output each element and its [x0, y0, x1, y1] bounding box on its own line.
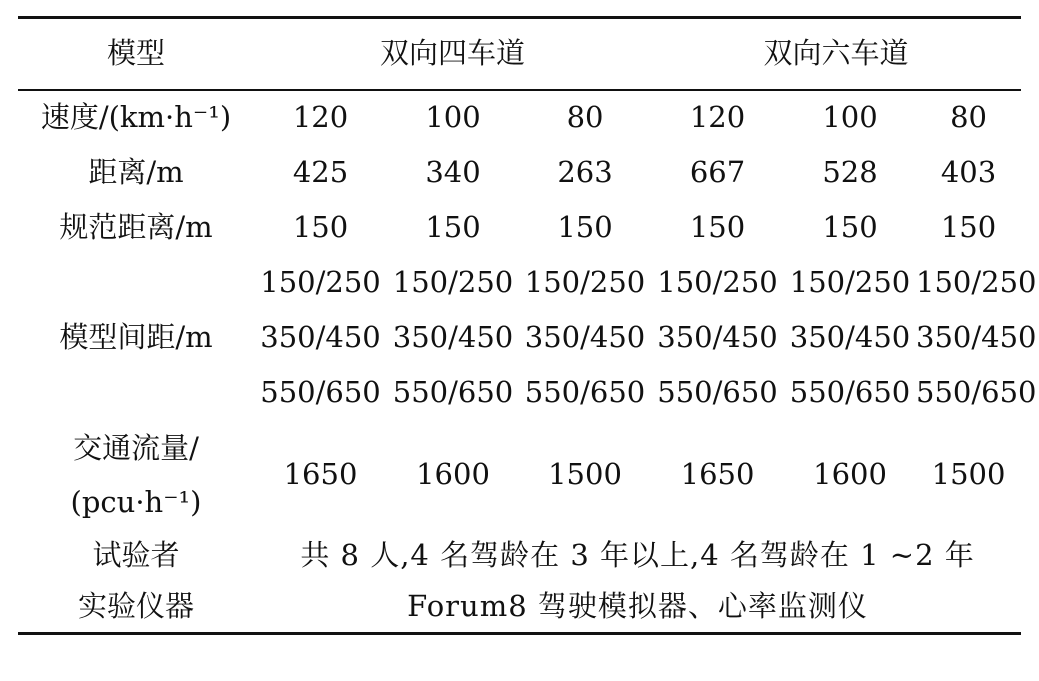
row-label-norm-distance: 规范距离/m: [59, 209, 213, 244]
table-cell-stack: [254, 255, 387, 420]
table-cell: 340: [425, 154, 481, 189]
table-cell: 80: [566, 100, 604, 134]
table-cell: 100: [822, 100, 878, 134]
header-four-lane: 双向四车道: [254, 18, 651, 90]
row-label-speed: 速度/(km·h⁻¹): [40, 100, 232, 134]
row-label-traffic: [18, 420, 254, 530]
spacing-line: 550/650: [260, 374, 381, 409]
table-cell: 150: [940, 209, 997, 244]
table-row-model-spacing: [18, 255, 1021, 420]
spacing-line: 550/650: [392, 374, 514, 409]
spacing-line: 150/250: [524, 264, 646, 299]
spacing-line: 350/450: [524, 319, 646, 354]
spacing-line: 350/450: [657, 319, 778, 354]
header-model: 模型: [18, 18, 254, 90]
spacing-line: 150/250: [657, 264, 778, 299]
table-cell: 150: [689, 209, 746, 244]
table-row-distance: [18, 145, 1021, 200]
table-cell: 150: [822, 209, 878, 244]
table-cell: 1500: [931, 457, 1006, 491]
row-label-subjects: 试验者: [92, 538, 180, 572]
table-cell: 100: [425, 100, 481, 134]
table-cell: 425: [292, 154, 349, 189]
data-table-container: [18, 16, 1037, 635]
table-cell-stack: [916, 255, 1037, 420]
table-cell: 1650: [283, 457, 358, 491]
table-cell: 403: [940, 154, 997, 189]
spacing-line: 350/450: [789, 319, 911, 354]
table-cell: 1600: [416, 457, 490, 491]
spacing-line: 150/250: [392, 264, 514, 299]
table-cell-stack: [387, 255, 519, 420]
table-cell: 263: [557, 154, 613, 189]
table-cell: 150: [425, 209, 481, 244]
table-cell: 120: [689, 100, 746, 134]
spacing-line: 150/250: [789, 264, 911, 299]
table-cell: 528: [822, 154, 878, 189]
experiment-parameter-table: [18, 16, 1037, 635]
table-cell: 150: [557, 209, 613, 244]
row-label-distance: 距离/m: [88, 154, 184, 189]
spacing-line: 350/450: [392, 319, 514, 354]
header-six-lane: 双向六车道: [651, 18, 1021, 90]
table-cell-stack: [519, 255, 651, 420]
row-label-instruments: 实验仪器: [18, 582, 254, 634]
table-cell: 1500: [548, 457, 622, 491]
spacing-line: 350/450: [260, 319, 381, 354]
spacing-line: 150/250: [260, 264, 381, 299]
table-cell: 150: [292, 209, 349, 244]
spacing-line: 550/650: [524, 374, 646, 409]
table-cell: 1600: [813, 457, 887, 491]
row-label-model-spacing: 模型间距/m: [59, 319, 213, 354]
header-row: [18, 18, 1021, 90]
row-label-traffic-line2: (pcu·h⁻¹): [70, 484, 202, 519]
subjects-description: 共 8 人,4 名驾龄在 3 年以上,4 名驾龄在 1 ~2 年: [300, 538, 975, 572]
spacing-line: 550/650: [916, 374, 1037, 409]
spacing-line: 150/250: [916, 264, 1037, 299]
row-label-traffic-line1: 交通流量/: [73, 430, 199, 465]
table-row-traffic: [18, 420, 1021, 530]
table-row-subjects: [18, 530, 1021, 582]
table-row-speed: [18, 90, 1021, 145]
table-cell: 1650: [680, 457, 755, 491]
spacing-line: 550/650: [657, 374, 778, 409]
table-cell: 120: [292, 100, 349, 134]
table-cell: 80: [950, 100, 987, 134]
table-row-norm-distance: [18, 200, 1021, 255]
table-row-instruments: [18, 582, 1021, 634]
instruments-description: Forum8 驾驶模拟器、心率监测仪: [254, 582, 1021, 634]
spacing-line: 550/650: [789, 374, 911, 409]
table-cell-stack: [784, 255, 916, 420]
table-cell: 667: [689, 154, 746, 189]
spacing-line: 350/450: [916, 319, 1037, 354]
table-cell-stack: [651, 255, 784, 420]
